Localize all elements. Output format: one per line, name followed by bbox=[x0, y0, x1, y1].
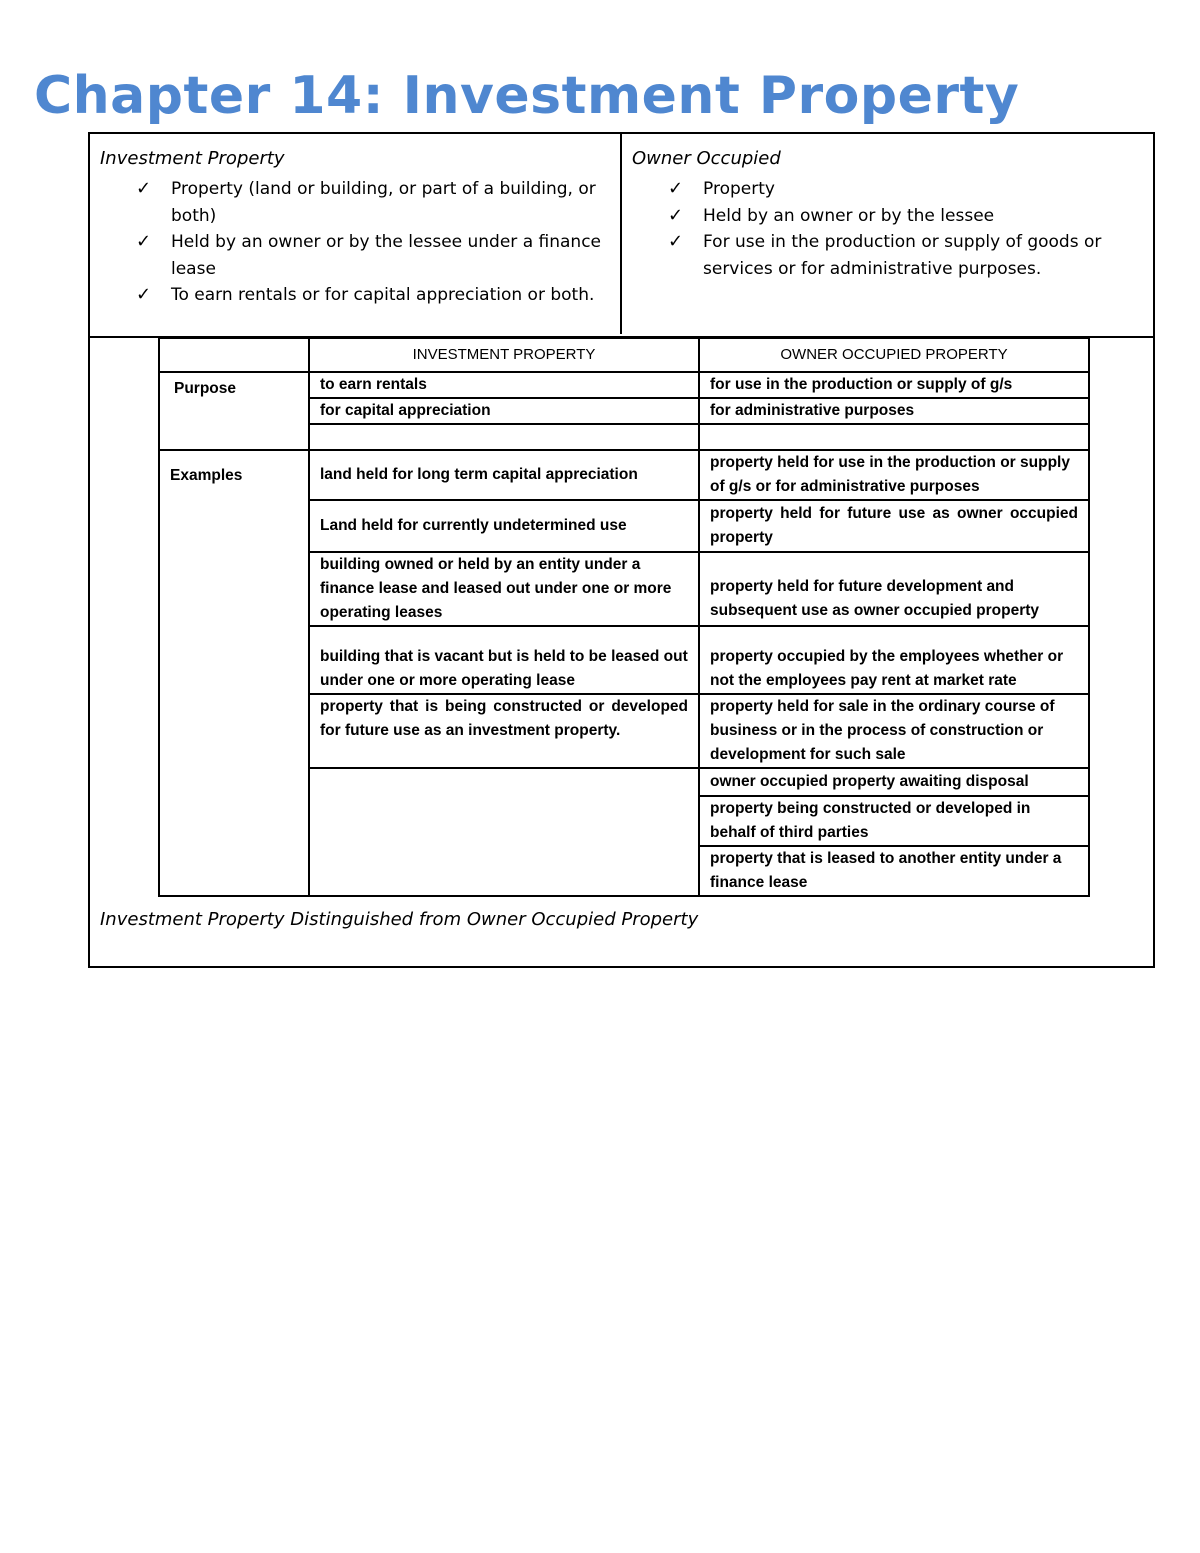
purpose-label: Purpose bbox=[159, 372, 309, 450]
content-frame bbox=[88, 132, 1155, 968]
table-cell: for capital appreciation bbox=[309, 398, 699, 424]
table-row bbox=[159, 372, 1089, 398]
table-cell: property held for future development and subsequent use as owner occupied property bbox=[699, 552, 1089, 626]
list-item: ✓ Held by an owner or by the lessee under a finance lease bbox=[136, 231, 602, 279]
header-investment: INVESTMENT PROPERTY bbox=[309, 338, 699, 372]
table-cell: for administrative purposes bbox=[699, 398, 1089, 424]
definitions-box bbox=[90, 134, 1153, 338]
investment-heading: Investment Property bbox=[100, 148, 285, 169]
table-cell: property held for sale in the ordinary course of business or in the process of construction or development for such sale bbox=[699, 694, 1089, 768]
list-item: ✓ Property bbox=[668, 176, 1138, 203]
table-cell bbox=[309, 424, 699, 450]
table-cell: property that is being constructed or developed for future use as an investment property. bbox=[309, 694, 699, 768]
table-caption: Investment Property Distinguished from Owner Occupied Property bbox=[100, 909, 699, 930]
table-cell: for use in the production or supply of g/s bbox=[699, 372, 1089, 398]
comparison-table bbox=[158, 337, 1090, 897]
table-cell: land held for long term capital appreciation bbox=[309, 450, 699, 500]
list-item: ✓ Held by an owner or by the lessee bbox=[668, 203, 1138, 230]
table-cell: Land held for currently undetermined use bbox=[309, 500, 699, 552]
table-cell: building owned or held by an entity under a finance lease and leased out under one or more operating leases bbox=[309, 552, 699, 626]
table-cell: property being constructed or developed in behalf of third parties bbox=[699, 796, 1089, 846]
check-icon: ✓ bbox=[136, 178, 152, 199]
list-item: ✓ To earn rentals or for capital appreciation or both. bbox=[136, 282, 606, 309]
table-cell: to earn rentals bbox=[309, 372, 699, 398]
check-icon: ✓ bbox=[136, 284, 152, 305]
table-cell: property held for future use as owner occupied property bbox=[699, 500, 1089, 552]
page-title: Chapter 14: Investment Property bbox=[34, 66, 1020, 126]
table-cell: owner occupied property awaiting disposal bbox=[699, 768, 1089, 796]
table-cell: property that is leased to another entity under a finance lease bbox=[699, 846, 1089, 896]
check-icon: ✓ bbox=[668, 231, 684, 252]
table-row bbox=[159, 450, 1089, 500]
investment-definition bbox=[90, 134, 622, 334]
examples-label: Examples bbox=[159, 450, 309, 896]
check-icon: ✓ bbox=[668, 204, 684, 226]
table-header-row bbox=[159, 338, 1089, 372]
check-icon: ✓ bbox=[668, 178, 684, 199]
investment-checklist bbox=[136, 176, 606, 309]
owner-heading: Owner Occupied bbox=[632, 148, 781, 169]
list-item: ✓ For use in the production or supply of goods or services or for administrative purposes. bbox=[668, 231, 1102, 279]
table-cell: property held for use in the production or supply of g/s or for administrative purposes bbox=[699, 450, 1089, 500]
table-cell: property occupied by the employees whether or not the employees pay rent at market rate bbox=[699, 626, 1089, 694]
table-cell-empty bbox=[309, 768, 699, 896]
owner-checklist bbox=[668, 176, 1138, 282]
table-cell bbox=[699, 424, 1089, 450]
owner-definition bbox=[622, 134, 1153, 334]
header-owner: OWNER OCCUPIED PROPERTY bbox=[699, 338, 1089, 372]
header-empty-cell bbox=[159, 338, 309, 372]
check-icon: ✓ bbox=[136, 231, 152, 252]
list-item: ✓ Property (land or building, or part of a building, or both) bbox=[136, 178, 596, 226]
table-cell: building that is vacant but is held to be leased out under one or more operating lease bbox=[309, 626, 699, 694]
